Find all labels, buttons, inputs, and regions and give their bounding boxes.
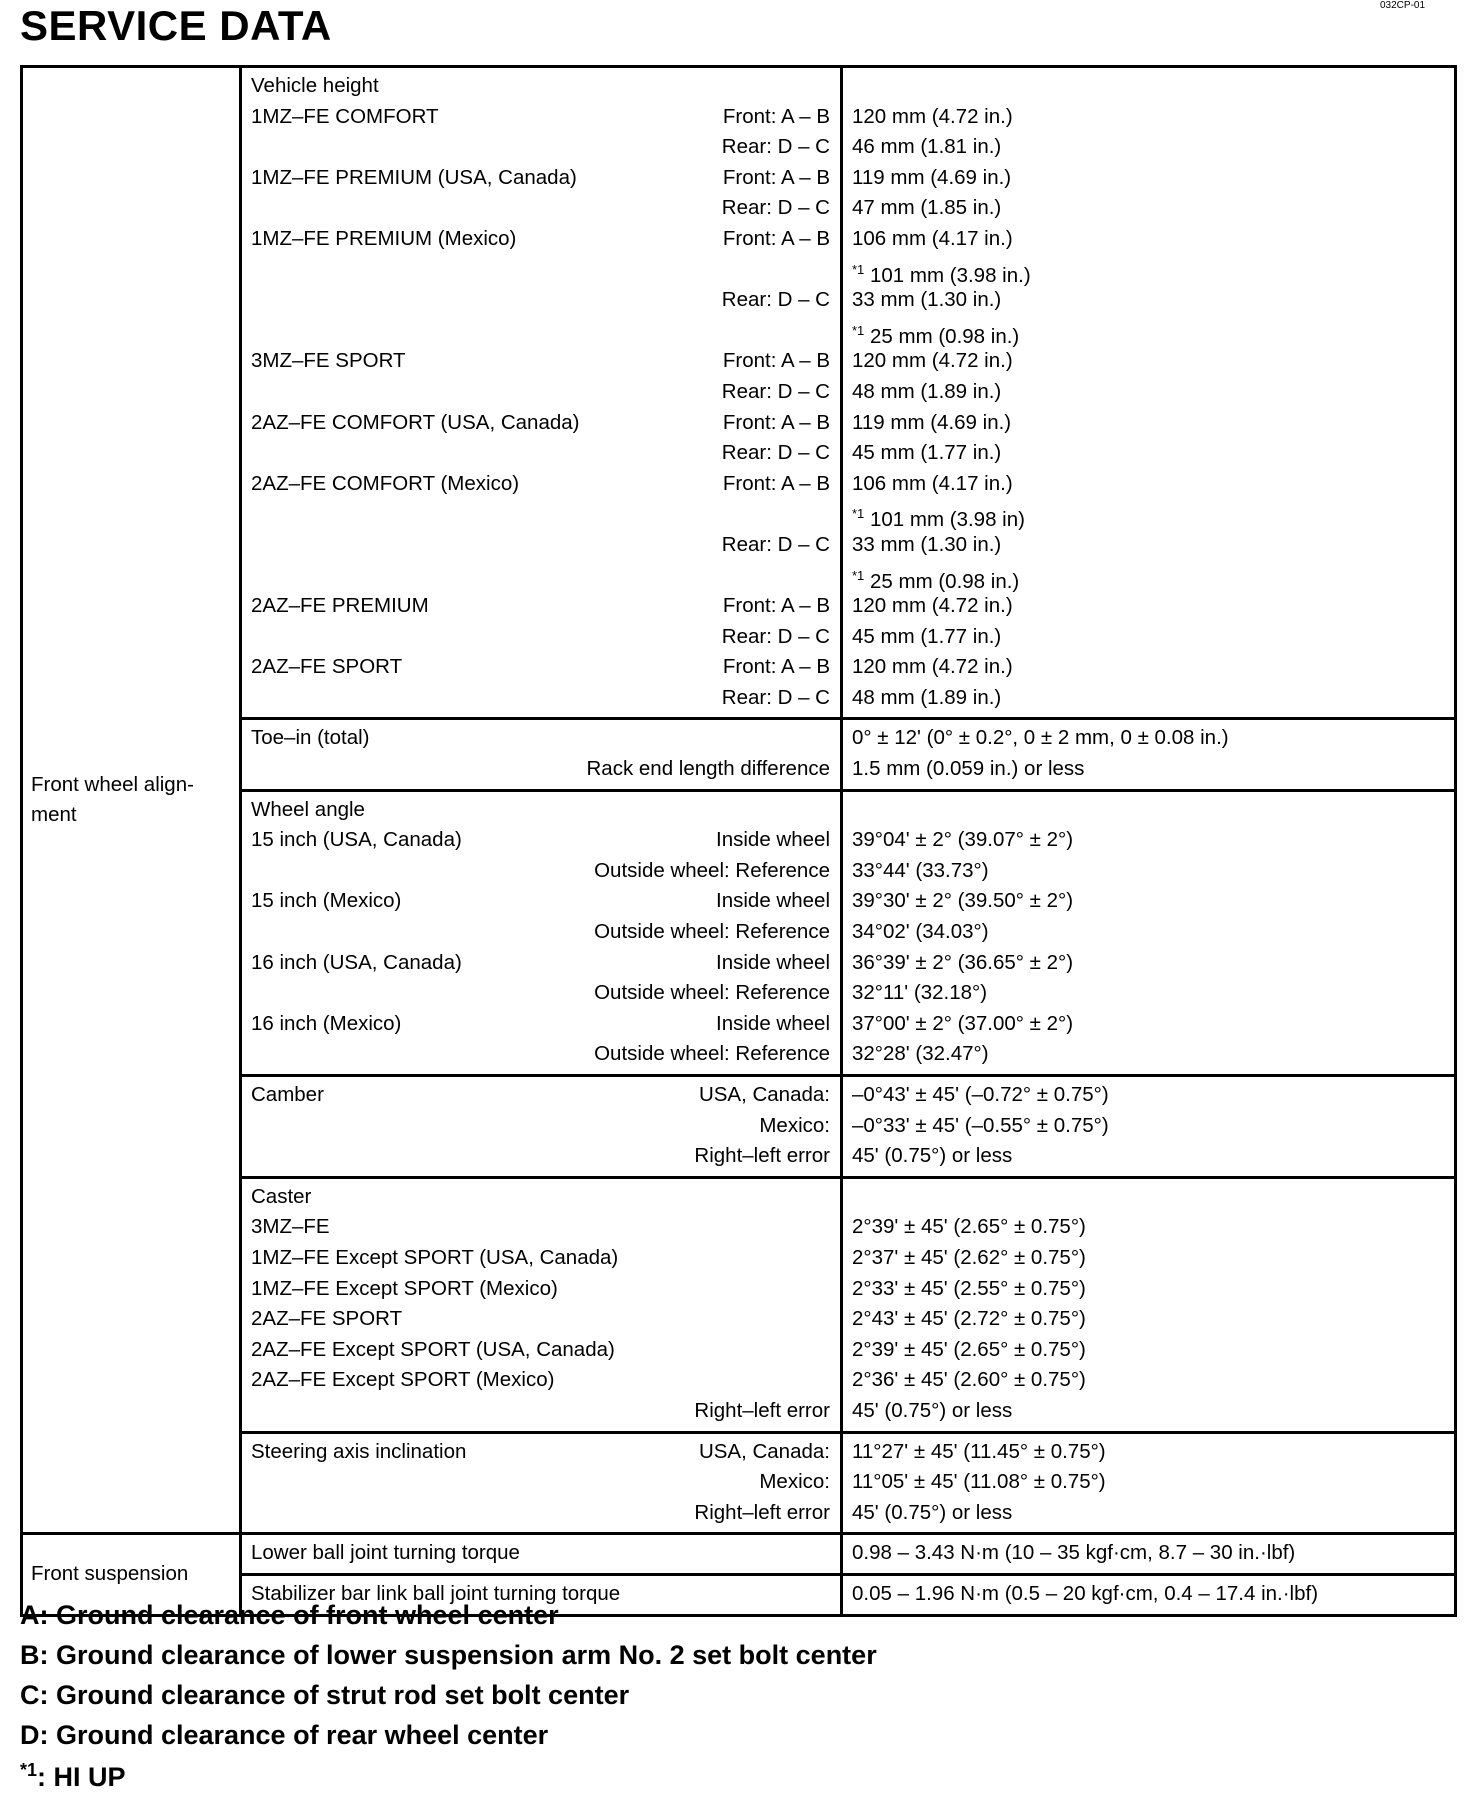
value-line <box>843 1538 1454 1569</box>
item-label: Toe–in (total) <box>251 726 370 750</box>
item-label: 3MZ–FE SPORT <box>251 349 406 373</box>
item-label: Wheel angle <box>251 797 365 821</box>
spec-value-cell <box>842 1534 1456 1575</box>
value-line <box>843 591 1454 622</box>
item-line <box>242 795 840 826</box>
item-label: Caster <box>251 1184 312 1208</box>
item-line <box>242 1467 840 1498</box>
item-label: 15 inch (Mexico) <box>251 889 402 913</box>
condition-label: Inside wheel <box>716 889 830 913</box>
spec-value: 39°30' ± 2° (39.50° ± 2°) <box>852 889 1074 913</box>
item-line <box>242 1304 840 1335</box>
item-line <box>242 917 840 948</box>
spec-value: 2°33' ± 45' (2.55° ± 0.75°) <box>852 1276 1086 1300</box>
spec-value-cell <box>842 67 1456 719</box>
document-code: 032CP-01 <box>1380 0 1426 11</box>
value-line <box>843 1498 1454 1529</box>
condition-label: Inside wheel <box>716 828 830 852</box>
condition-label: Front: A – B <box>722 410 830 434</box>
spec-value: 45 mm (1.77 in.) <box>852 624 1002 648</box>
item-label: 1MZ–FE PREMIUM (USA, Canada) <box>251 165 577 189</box>
item-line <box>242 530 840 561</box>
page-title: SERVICE DATA <box>20 2 332 49</box>
value-line <box>843 1080 1454 1111</box>
legend-footnote: B: Ground clearance of lower suspension arm No. 2 set bolt center <box>20 1640 877 1670</box>
item-cell <box>241 67 842 719</box>
value-line <box>843 316 1454 347</box>
value-line <box>843 1111 1454 1142</box>
hi-up-footnote <box>20 1760 126 1793</box>
item-line <box>242 886 840 917</box>
spec-value-cell <box>842 790 1456 1075</box>
item-line <box>242 1009 840 1040</box>
item-label: 1MZ–FE Except SPORT (USA, Canada) <box>251 1245 619 1269</box>
condition-label: Front: A – B <box>722 165 830 189</box>
spec-value: 33 mm (1.30 in.) <box>852 532 1002 556</box>
item-label: 15 inch (USA, Canada) <box>251 828 462 852</box>
item-label: Stabilizer bar link ball joint turning torque <box>251 1581 621 1605</box>
spec-value-cell <box>842 1574 1456 1615</box>
condition-label: Front: A – B <box>722 104 830 128</box>
value-line <box>843 1437 1454 1468</box>
item-label: 1MZ–FE PREMIUM (Mexico) <box>251 226 517 250</box>
item-line <box>242 1396 840 1427</box>
spec-value: 45 mm (1.77 in.) <box>852 441 1002 465</box>
value-line <box>843 255 1454 286</box>
condition-label: Rear: D – C <box>721 196 830 220</box>
item-cell <box>241 1076 842 1178</box>
item-line <box>242 652 840 683</box>
category-cell: Front wheel align- ment <box>22 67 241 1534</box>
legend-footnote: A: Ground clearance of front wheel center <box>20 1600 559 1630</box>
spec-value: 47 mm (1.85 in.) <box>852 196 1002 220</box>
value-line <box>843 795 1454 826</box>
item-label: 2AZ–FE COMFORT (USA, Canada) <box>251 410 580 434</box>
value-line <box>843 1579 1454 1610</box>
item-label: 2AZ–FE PREMIUM <box>251 594 429 618</box>
spec-value: 33 mm (1.30 in.) <box>852 288 1002 312</box>
spec-value-cell <box>842 719 1456 790</box>
condition-label: Rear: D – C <box>721 135 830 159</box>
item-cell <box>241 1534 842 1575</box>
item-line <box>242 71 840 102</box>
item-label: 2AZ–FE Except SPORT (USA, Canada) <box>251 1337 615 1361</box>
item-line <box>242 723 840 754</box>
condition-label: Outside wheel: Reference <box>594 981 830 1005</box>
condition-label: Rear: D – C <box>721 685 830 709</box>
item-cell <box>241 790 842 1075</box>
spec-value: 45' (0.75°) or less <box>852 1500 1013 1524</box>
item-label: Lower ball joint turning torque <box>251 1541 520 1565</box>
condition-label: Front: A – B <box>722 349 830 373</box>
item-line <box>242 224 840 255</box>
value-line <box>843 224 1454 255</box>
condition-label: Front: A – B <box>722 594 830 618</box>
item-line <box>242 1039 840 1070</box>
item-label: 2AZ–FE SPORT <box>251 655 403 679</box>
item-line <box>242 132 840 163</box>
spec-value: 34°02' (34.03°) <box>852 920 989 944</box>
value-line <box>843 1274 1454 1305</box>
condition-label: Outside wheel: Reference <box>594 920 830 944</box>
spec-value: 45' (0.75°) or less <box>852 1398 1013 1422</box>
value-line <box>843 408 1454 439</box>
item-line <box>242 622 840 653</box>
item-line <box>242 1538 840 1569</box>
condition-label: Rear: D – C <box>721 441 830 465</box>
table-row <box>22 67 1456 719</box>
value-line <box>843 652 1454 683</box>
item-line <box>242 1243 840 1274</box>
spec-value: 2°39' ± 45' (2.65° ± 0.75°) <box>852 1337 1086 1361</box>
item-line <box>242 825 840 856</box>
spec-value: 2°43' ± 45' (2.72° ± 0.75°) <box>852 1307 1086 1331</box>
item-line <box>242 469 840 500</box>
value-line <box>843 917 1454 948</box>
value-line <box>843 71 1454 102</box>
spec-value: –0°43' ± 45' (–0.72° ± 0.75°) <box>852 1083 1109 1106</box>
value-line <box>843 1396 1454 1427</box>
condition-label: Rear: D – C <box>721 288 830 312</box>
item-line <box>242 316 840 347</box>
condition-label: Front: A – B <box>722 226 830 250</box>
spec-value: –0°33' ± 45' (–0.55° ± 0.75°) <box>852 1113 1109 1137</box>
condition-label: Right–left error <box>694 1144 830 1168</box>
table-row <box>22 1534 1456 1575</box>
item-label: 3MZ–FE <box>251 1215 330 1239</box>
item-line <box>242 255 840 286</box>
item-line <box>242 948 840 979</box>
item-label: Camber <box>251 1083 324 1106</box>
condition-label: Rear: D – C <box>721 624 830 648</box>
spec-value: 2°37' ± 45' (2.62° ± 0.75°) <box>852 1245 1086 1269</box>
item-label: Steering axis inclination <box>251 1439 467 1463</box>
item-line <box>242 1182 840 1213</box>
value-line <box>843 723 1454 754</box>
condition-label: Right–left error <box>694 1500 830 1524</box>
item-label: 1MZ–FE COMFORT <box>251 104 439 128</box>
spec-value: 39°04' ± 2° (39.07° ± 2°) <box>852 828 1074 852</box>
item-line <box>242 377 840 408</box>
item-label: 2AZ–FE COMFORT (Mexico) <box>251 471 520 495</box>
item-line <box>242 1212 840 1243</box>
value-line <box>843 978 1454 1009</box>
item-line <box>242 1365 840 1396</box>
item-line <box>242 1080 840 1111</box>
item-cell <box>241 1432 842 1534</box>
spec-value: 48 mm (1.89 in.) <box>852 685 1002 709</box>
value-line <box>843 499 1454 530</box>
value-line <box>843 1243 1454 1274</box>
value-line <box>843 102 1454 133</box>
hi-up-note-mark: *1 <box>852 261 865 277</box>
condition-label: Mexico: <box>759 1113 830 1137</box>
spec-value: 120 mm (4.72 in.) <box>852 594 1013 618</box>
condition-label: Rack end length difference <box>586 757 830 781</box>
value-line <box>843 1182 1454 1213</box>
value-line <box>843 193 1454 224</box>
item-label: 2AZ–FE Except SPORT (Mexico) <box>251 1368 555 1392</box>
item-line <box>242 591 840 622</box>
condition-label: Front: A – B <box>722 655 830 679</box>
value-line <box>843 948 1454 979</box>
spec-value: 36°39' ± 2° (36.65° ± 2°) <box>852 950 1074 974</box>
value-line <box>843 132 1454 163</box>
value-line <box>843 438 1454 469</box>
spec-value: 0.05 – 1.96 N·m (0.5 – 20 kgf·cm, 0.4 – 17.4 in.·lbf) <box>852 1581 1319 1605</box>
item-line <box>242 285 840 316</box>
item-line <box>242 1498 840 1529</box>
spec-value-cell <box>842 1177 1456 1432</box>
value-line <box>843 825 1454 856</box>
spec-value: 32°28' (32.47°) <box>852 1042 989 1066</box>
item-label: 16 inch (Mexico) <box>251 1011 402 1035</box>
item-line <box>242 561 840 592</box>
hi-up-note-mark: *1 <box>852 322 865 338</box>
spec-value: 11°05' ± 45' (11.08° ± 0.75°) <box>852 1470 1106 1494</box>
item-line <box>242 346 840 377</box>
spec-value: 11°27' ± 45' (11.45° ± 0.75°) <box>852 1439 1106 1463</box>
spec-value: 25 mm (0.98 in.) <box>864 569 1020 593</box>
item-line <box>242 1335 840 1366</box>
spec-value: 101 mm (3.98 in.) <box>864 263 1031 287</box>
condition-label: Outside wheel: Reference <box>594 858 830 882</box>
item-line <box>242 1274 840 1305</box>
condition-label: Outside wheel: Reference <box>594 1042 830 1066</box>
item-line <box>242 193 840 224</box>
value-line <box>843 561 1454 592</box>
spec-value: 46 mm (1.81 in.) <box>852 135 1002 159</box>
spec-value: 2°36' ± 45' (2.60° ± 0.75°) <box>852 1368 1086 1392</box>
legend-footnote: C: Ground clearance of strut rod set bolt center <box>20 1680 630 1710</box>
item-cell <box>241 1177 842 1432</box>
spec-value: 32°11' (32.18°) <box>852 981 988 1005</box>
spec-value: 120 mm (4.72 in.) <box>852 104 1013 128</box>
value-line <box>843 886 1454 917</box>
item-line <box>242 438 840 469</box>
value-line <box>843 1365 1454 1396</box>
condition-label: Front: A – B <box>722 471 830 495</box>
value-line <box>843 285 1454 316</box>
value-line <box>843 530 1454 561</box>
condition-label: Mexico: <box>759 1470 830 1494</box>
hi-up-mark: *1 <box>20 1760 38 1780</box>
hi-up-text: : HI UP <box>37 1762 126 1792</box>
legend-footnote: D: Ground clearance of rear wheel center <box>20 1720 549 1750</box>
spec-value: 48 mm (1.89 in.) <box>852 379 1002 403</box>
item-line <box>242 499 840 530</box>
spec-value: 119 mm (4.69 in.) <box>852 410 1012 434</box>
hi-up-note-mark: *1 <box>852 506 865 522</box>
value-line <box>843 346 1454 377</box>
item-line <box>242 856 840 887</box>
spec-value-cell <box>842 1432 1456 1534</box>
item-line <box>242 1437 840 1468</box>
item-line <box>242 978 840 1009</box>
spec-value: 120 mm (4.72 in.) <box>852 655 1013 679</box>
spec-value: 2°39' ± 45' (2.65° ± 0.75°) <box>852 1215 1086 1239</box>
value-line <box>843 1009 1454 1040</box>
value-line <box>843 622 1454 653</box>
spec-value: 37°00' ± 2° (37.00° ± 2°) <box>852 1011 1074 1035</box>
condition-label: USA, Canada: <box>698 1439 830 1463</box>
spec-value: 106 mm (4.17 in.) <box>852 471 1013 495</box>
item-label: 2AZ–FE SPORT <box>251 1307 403 1331</box>
condition-label: Rear: D – C <box>721 532 830 556</box>
item-label: 1MZ–FE Except SPORT (Mexico) <box>251 1276 558 1300</box>
category-cell: Front suspension <box>22 1534 241 1615</box>
spec-value: 120 mm (4.72 in.) <box>852 349 1013 373</box>
spec-value: 101 mm (3.98 in) <box>864 508 1025 532</box>
item-line <box>242 754 840 785</box>
condition-label: Rear: D – C <box>721 379 830 403</box>
spec-value: 0° ± 12' (0° ± 0.2°, 0 ± 2 mm, 0 ± 0.08 in.) <box>852 726 1229 750</box>
item-label: Vehicle height <box>251 74 379 97</box>
service-data-table <box>20 65 1457 1617</box>
spec-value: 0.98 – 3.43 N·m (10 – 35 kgf·cm, 8.7 – 30 in.·lbf) <box>852 1541 1296 1565</box>
value-line <box>843 754 1454 785</box>
hi-up-note-mark: *1 <box>852 567 865 583</box>
condition-label: Inside wheel <box>716 1011 830 1035</box>
item-line <box>242 408 840 439</box>
condition-label: Right–left error <box>694 1398 830 1422</box>
spec-value: 1.5 mm (0.059 in.) or less <box>852 757 1085 781</box>
item-line <box>242 1141 840 1172</box>
condition-label: Inside wheel <box>716 950 830 974</box>
value-line <box>843 469 1454 500</box>
item-line <box>242 683 840 714</box>
item-cell <box>241 719 842 790</box>
value-line <box>843 683 1454 714</box>
spec-value: 119 mm (4.69 in.) <box>852 165 1012 189</box>
spec-value: 45' (0.75°) or less <box>852 1144 1013 1168</box>
spec-value-cell <box>842 1076 1456 1178</box>
value-line <box>843 1039 1454 1070</box>
spec-value: 106 mm (4.17 in.) <box>852 226 1013 250</box>
value-line <box>843 1212 1454 1243</box>
value-line <box>843 163 1454 194</box>
item-label: 16 inch (USA, Canada) <box>251 950 462 974</box>
value-line <box>843 1335 1454 1366</box>
item-line <box>242 102 840 133</box>
spec-value: 25 mm (0.98 in.) <box>864 324 1020 348</box>
value-line <box>843 1467 1454 1498</box>
value-line <box>843 856 1454 887</box>
spec-value: 33°44' (33.73°) <box>852 858 989 882</box>
item-line <box>242 1111 840 1142</box>
value-line <box>843 1304 1454 1335</box>
value-line <box>843 377 1454 408</box>
value-line <box>843 1141 1454 1172</box>
condition-label: USA, Canada: <box>698 1083 830 1106</box>
item-line <box>242 163 840 194</box>
